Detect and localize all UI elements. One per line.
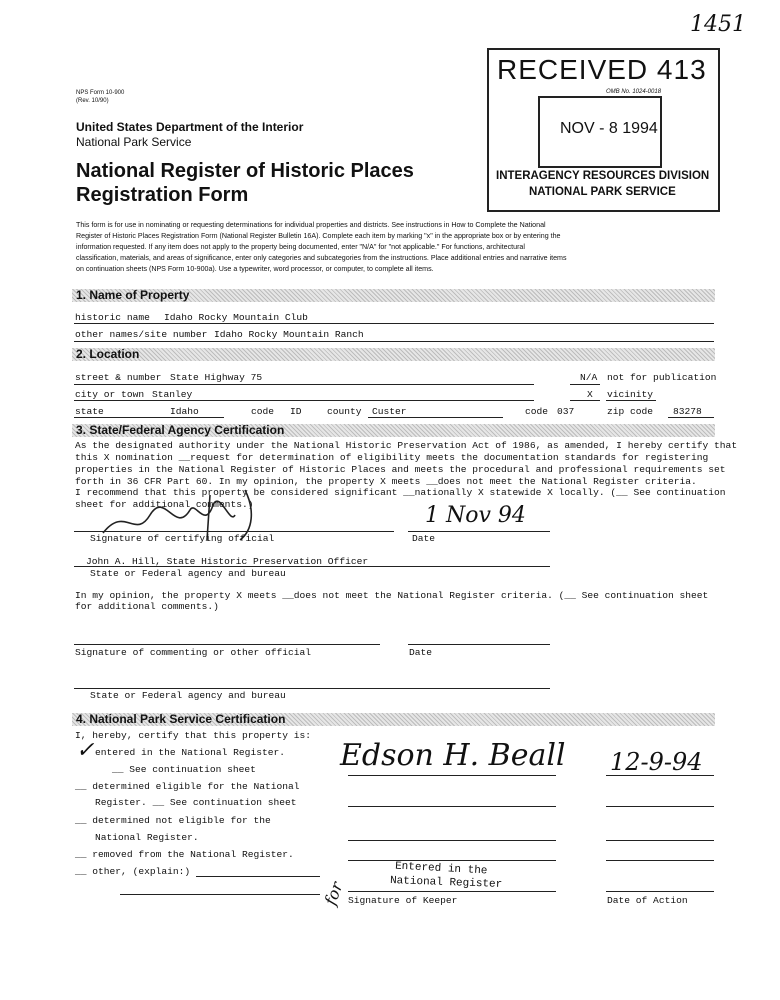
instructions-line-2: Register of Historic Places Registration Form (National Register Bulletin 16A). Complete each item by marking "x" in the appropriate box or by entering the	[76, 232, 561, 240]
entered-stamp-line-1: Entered in the	[394, 860, 488, 878]
rule	[606, 891, 714, 892]
nps-item-removed: __ removed from the National Register.	[75, 849, 294, 860]
certification-text-2: this X nomination __request for determination of eligibility meets the documentation standards for registering	[75, 452, 709, 463]
section-2-header	[72, 348, 715, 361]
form-title-line1: National Register of Historic Places	[76, 160, 414, 182]
certifying-date-label: Date	[412, 533, 436, 544]
agency-bureau-label: State or Federal agency and bureau	[90, 568, 286, 579]
rule	[408, 644, 550, 645]
instructions-line-1: This form is for use in nominating or requesting determinations for individual properties and districts. See instructions in How to Complete the National	[76, 221, 546, 229]
rule	[606, 860, 714, 861]
zip-label: zip code	[607, 406, 654, 417]
rule	[74, 400, 534, 401]
rule	[606, 806, 714, 807]
certifying-date-handwritten: 1 Nov 94	[425, 503, 526, 528]
form-revision: (Rev. 10/90)	[76, 98, 109, 104]
received-stamp-text: RECEIVED 413	[497, 54, 707, 85]
stamp-division: INTERAGENCY RESOURCES DIVISION	[496, 170, 710, 182]
rule	[74, 323, 714, 324]
section-1-header	[72, 289, 715, 302]
certification-text-4: forth in 36 CFR Part 60. In my opinion, the property X meets __does not meet the National Register criteria.	[75, 476, 697, 487]
county-value: Custer	[372, 406, 407, 417]
section-3-header	[72, 424, 715, 437]
nps-intro: I, hereby, certify that this property is:	[75, 730, 312, 741]
certification-text-6: sheet for additional comments.)	[75, 499, 254, 510]
entered-stamp-line-2: National Register	[389, 875, 503, 891]
opinion-text-2: for additional comments.)	[75, 601, 219, 612]
street-value: State Highway 75	[170, 372, 263, 383]
rule	[570, 384, 600, 385]
not-for-publication-mark: N/A	[580, 372, 598, 383]
certification-text-5: I recommend that this property be considered significant __nationally X statewide X locally. (__ See continuation	[75, 487, 726, 498]
county-code-label: code	[525, 406, 549, 417]
rule	[368, 417, 503, 418]
street-label: street & number	[75, 372, 162, 383]
omb-number: OMB No. 1024-0018	[606, 89, 662, 95]
state-value: Idaho	[170, 406, 199, 417]
keeper-signature-handwritten: Edson H. Beall	[340, 738, 566, 773]
nps-item-see-continuation: __ See continuation sheet	[112, 764, 256, 775]
rule	[120, 894, 320, 895]
rule	[74, 341, 714, 342]
keeper-signature-label: Signature of Keeper	[348, 895, 458, 906]
historic-name-label: historic name	[75, 312, 150, 323]
rule	[606, 400, 656, 401]
form-title-line2: Registration Form	[76, 184, 249, 206]
stamp-date: NOV - 8 1994	[560, 120, 658, 137]
certifying-signature-label: Signature of certifying official	[90, 533, 275, 544]
nps-item-register: Register. __ See continuation sheet	[95, 797, 297, 808]
certifying-official-name: John A. Hill, State Historic Preservation Officer	[86, 556, 369, 567]
nps-item-eligible: __ determined eligible for the National	[75, 781, 300, 792]
commenting-signature-label: Signature of commenting or other official	[75, 647, 312, 658]
county-label: county	[327, 406, 362, 417]
other-names-label: other names/site number	[75, 329, 208, 340]
for-note-handwritten: for	[320, 879, 347, 908]
certification-text-1: As the designated authority under the National Historic Preservation Act of 1986, as amended, I hereby certify that	[75, 440, 738, 451]
service-name: National Park Service	[76, 135, 192, 149]
section-1-title: 1. Name of Property	[76, 288, 190, 302]
rule	[348, 860, 556, 861]
state-code-label: code	[251, 406, 275, 417]
city-value: Stanley	[152, 389, 193, 400]
section-3-title: 3. State/Federal Agency Certification	[76, 423, 285, 437]
rule	[348, 891, 556, 892]
nps-item-entered: entered in the National Register.	[95, 747, 285, 758]
nps-item-other: __ other, (explain:)	[75, 866, 191, 877]
city-label: city or town	[75, 389, 145, 400]
other-names-value: Idaho Rocky Mountain Ranch	[214, 329, 364, 340]
handwritten-corner-number: 1451	[690, 12, 746, 37]
section-4-header	[72, 713, 715, 726]
stamp-service: NATIONAL PARK SERVICE	[529, 186, 676, 198]
check-mark: ✓	[76, 738, 95, 763]
rule	[74, 566, 550, 567]
vicinity-label: vicinity	[607, 389, 654, 400]
rule	[606, 775, 714, 776]
section-2-title: 2. Location	[76, 347, 140, 361]
certification-text-3: properties in the National Register of Historic Places and meets the procedural and professional requirements set	[75, 464, 726, 475]
nps-item-not-eligible: __ determined not eligible for the	[75, 815, 271, 826]
state-code-value: ID	[290, 406, 302, 417]
date-of-action-label: Date of Action	[607, 895, 688, 906]
rule	[74, 417, 224, 418]
rule	[348, 806, 556, 807]
instructions-line-4: classification, materials, and areas of significance, enter only categories and subcategories from the instructions. Place additional entries and narrative items	[76, 254, 567, 262]
action-date-handwritten: 12-9-94	[610, 748, 703, 776]
rule	[668, 417, 714, 418]
instructions-line-5: on continuation sheets (NPS Form 10-900a). Use a typewriter, word processor, or computer, to complete all items.	[76, 265, 434, 273]
vicinity-mark: X	[587, 389, 593, 400]
rule	[408, 531, 550, 532]
rule	[74, 384, 534, 385]
rule	[348, 840, 556, 841]
rule	[570, 400, 600, 401]
rule	[348, 775, 556, 776]
state-label: state	[75, 406, 104, 417]
opinion-text-1: In my opinion, the property X meets __does not meet the National Register criteria. (__ See continuation sheet	[75, 590, 709, 601]
zip-value: 83278	[673, 406, 702, 417]
rule	[606, 840, 714, 841]
rule	[196, 876, 320, 877]
rule	[74, 644, 380, 645]
agency-bureau-label-2: State or Federal agency and bureau	[90, 690, 286, 701]
rule	[74, 688, 550, 689]
county-code-value: 037	[557, 406, 575, 417]
form-number: NPS Form 10-900	[76, 90, 125, 96]
department-name: United States Department of the Interior	[76, 120, 304, 134]
nps-item-national-register: National Register.	[95, 832, 199, 843]
instructions-line-3: information requested. If any item does not apply to the property being documented, enter "N/A" for "not applicable." For functions, architectural	[76, 243, 525, 251]
not-for-publication-label: not for publication	[607, 372, 717, 383]
commenting-date-label: Date	[409, 647, 433, 658]
historic-name-value: Idaho Rocky Mountain Club	[164, 312, 308, 323]
section-4-title: 4. National Park Service Certification	[76, 712, 286, 726]
rule	[74, 531, 394, 532]
